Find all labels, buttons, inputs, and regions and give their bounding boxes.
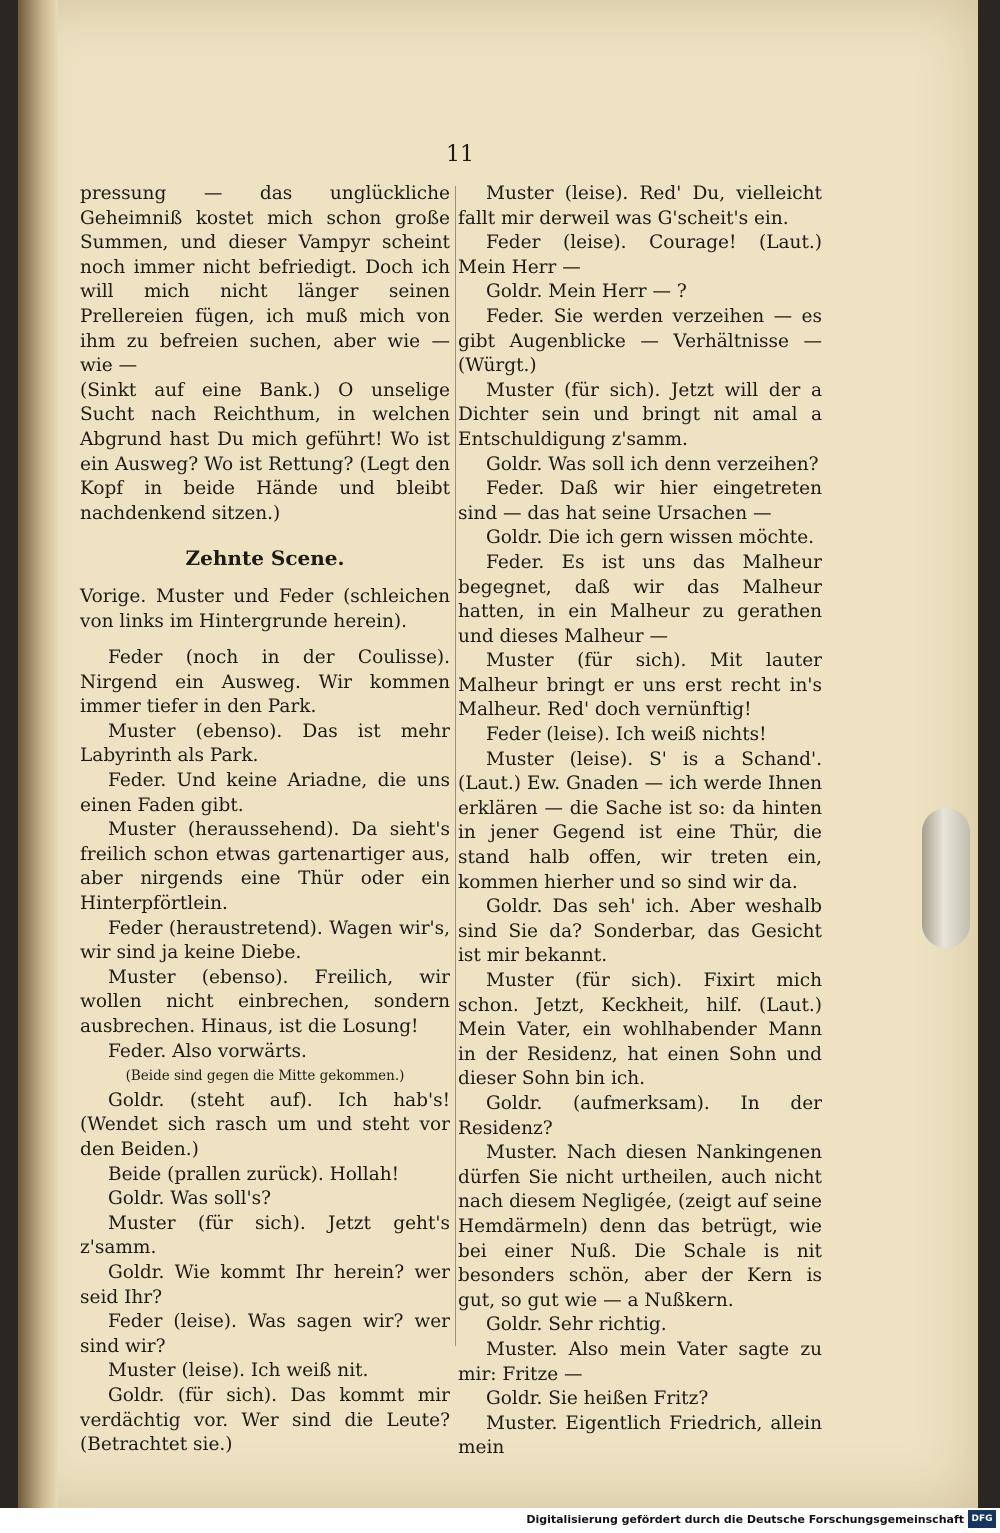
dialogue-line: Feder (noch in der Coulisse). Nirgend ein Ausweg. Wir kommen immer tiefer in den Park.	[80, 647, 450, 718]
dialogue-line: Goldr. Was soll ich denn verzeihen?	[486, 453, 819, 475]
dialogue-line: Goldr. Mein Herr — ?	[486, 281, 687, 303]
scene-heading: Zehnte Scene.	[185, 546, 345, 571]
dialogue-line: Feder. Sie werden verzeihen — es gibt Augenblicke — Verhältnisse — (Würgt.)	[458, 305, 822, 377]
page-clip	[922, 808, 970, 948]
stage-direction: (Beide sind gegen die Mitte gekommen.)	[125, 1068, 405, 1085]
dialogue-line: Muster (leise). Ich weiß nit.	[108, 1360, 369, 1382]
dialogue-line: Muster (ebenso). Das ist mehr Labyrinth als Park.	[80, 720, 450, 767]
page-gutter	[18, 0, 58, 1508]
dialogue-line: Goldr. Was soll's?	[108, 1188, 272, 1210]
dialogue-line: Goldr. Sehr richtig.	[486, 1314, 667, 1336]
right-column	[458, 182, 822, 1461]
stage-direction: Vorige. Muster und Feder (schleichen von links im Hintergrunde herein).	[80, 585, 450, 632]
dialogue-line: Muster (leise). Red' Du, vielleicht fallt mir derweil was G'scheit's ein.	[458, 183, 822, 229]
dialogue-line: Muster. Nach diesen Nankingenen dürfen Sie nicht urtheilen, auch nicht nach diesem Negligée, (zeigt auf seine Hemdärmeln) denn das betrügt, wie bei einer Nuß. Die Schale is nit besonders schön, aber der Kern is gut, so gut wie — a Nußkern.	[458, 1142, 822, 1311]
paragraph: pressung — das unglückliche Geheimniß kostet mich schon große Summen, und dieser Vampyr scheint noch immer nicht befriedigt. Doch ich will mich nicht länger seinen Prellereien fügen, ich muß mich von ihm zu befreien suchen, aber wie — wie —	[80, 183, 450, 377]
dialogue-line: Goldr. Wie kommt Ihr herein? wer seid Ihr?	[80, 1261, 450, 1308]
left-column	[80, 182, 450, 1458]
dialogue-line: Beide (prallen zurück). Hollah!	[108, 1163, 400, 1185]
dialogue-line: Feder (leise). Courage! (Laut.) Mein Herr —	[458, 232, 822, 278]
column-divider	[455, 186, 456, 1346]
dialogue-line: Muster (heraussehend). Da sieht's freilich schon etwas gartenartiger aus, aber nirgends eine Thür oder ein Hinterpförtlein.	[80, 819, 450, 915]
dialogue-line: Feder (heraustretend). Wagen wir's, wir sind ja keine Diebe.	[80, 917, 450, 964]
digitization-credit: Digitalisierung gefördert durch die Deutsche Forschungsgemeinschaft	[526, 1513, 964, 1526]
dialogue-line: Goldr. (für sich). Das kommt mir verdächtig vor. Wer sind die Leute? (Betrachtet sie.)	[80, 1384, 450, 1456]
dialogue-line: Goldr. Die ich gern wissen möchte.	[486, 527, 815, 549]
dialogue-line: Goldr. Das seh' ich. Aber weshalb sind Sie da? Sonderbar, das Gesicht ist mir bekannt.	[458, 896, 822, 967]
dialogue-line: Feder. Daß wir hier eingetreten sind — das hat seine Ursachen —	[458, 478, 822, 524]
dialogue-line: Muster (für sich). Jetzt geht's z'samm.	[80, 1212, 450, 1259]
dialogue-line: Feder. Es ist uns das Malheur begegnet, daß wir das Malheur hatten, in ein Malheur zu gerathen und dieses Malheur —	[458, 551, 822, 647]
dfg-logo: DFG	[968, 1510, 996, 1528]
dialogue-line: Feder (leise). Was sagen wir? wer sind wir?	[80, 1311, 450, 1357]
dialogue-line: Muster (ebenso). Freilich, wir wollen nicht einbrechen, sondern ausbrechen. Hinaus, ist die Losung!	[80, 966, 450, 1037]
dialogue-line: Goldr. Sie heißen Fritz?	[486, 1388, 709, 1410]
dialogue-line: Goldr. (steht auf). Ich hab's! (Wendet sich rasch um und steht vor den Beiden.)	[80, 1089, 450, 1160]
dialogue-line: Feder. Also vorwärts.	[108, 1040, 307, 1062]
page-number: 11	[446, 142, 474, 167]
dialogue-line: Goldr. (aufmerksam). In der Residenz?	[458, 1092, 822, 1139]
dialogue-line: Muster (für sich). Mit lauter Malheur bringt er uns erst recht in's Malheur. Red' doch vernünftig!	[458, 650, 822, 721]
dialogue-line: Muster (für sich). Jetzt will der a Dichter sein und bringt nit amal a Entschuldigung z'samm.	[458, 379, 822, 450]
paragraph: (Sinkt auf eine Bank.) O unselige Sucht nach Reichthum, in welchen Abgrund hast Du mich geführt! Wo ist ein Ausweg? Wo ist Rettung? (Legt den Kopf in beide Hände und bleibt nachdenkend sitzen.)	[80, 379, 450, 524]
dialogue-line: Muster. Eigentlich Friedrich, allein mein	[458, 1412, 822, 1459]
dialogue-line: Feder (leise). Ich weiß nichts!	[486, 724, 767, 746]
dialogue-line: Muster (für sich). Fixirt mich schon. Jetzt, Keckheit, hilf. (Laut.) Mein Vater, ein wohlhabender Mann in der Residenz, hat einen Sohn und dieser Sohn bin ich.	[458, 970, 822, 1090]
dialogue-line: Muster. Also mein Vater sagte zu mir: Fritze —	[458, 1338, 822, 1385]
dialogue-line: Muster (leise). S' is a Schand'. (Laut.) Ew. Gnaden — ich werde Ihnen erklären — die Sache ist so: da hinten in jener Gegend ist eine Thür, die stand halb offen, wir treten ein, kommen hierher und so sind wir da.	[458, 748, 822, 893]
dialogue-line: Feder. Und keine Ariadne, die uns einen Faden gibt.	[80, 770, 450, 816]
